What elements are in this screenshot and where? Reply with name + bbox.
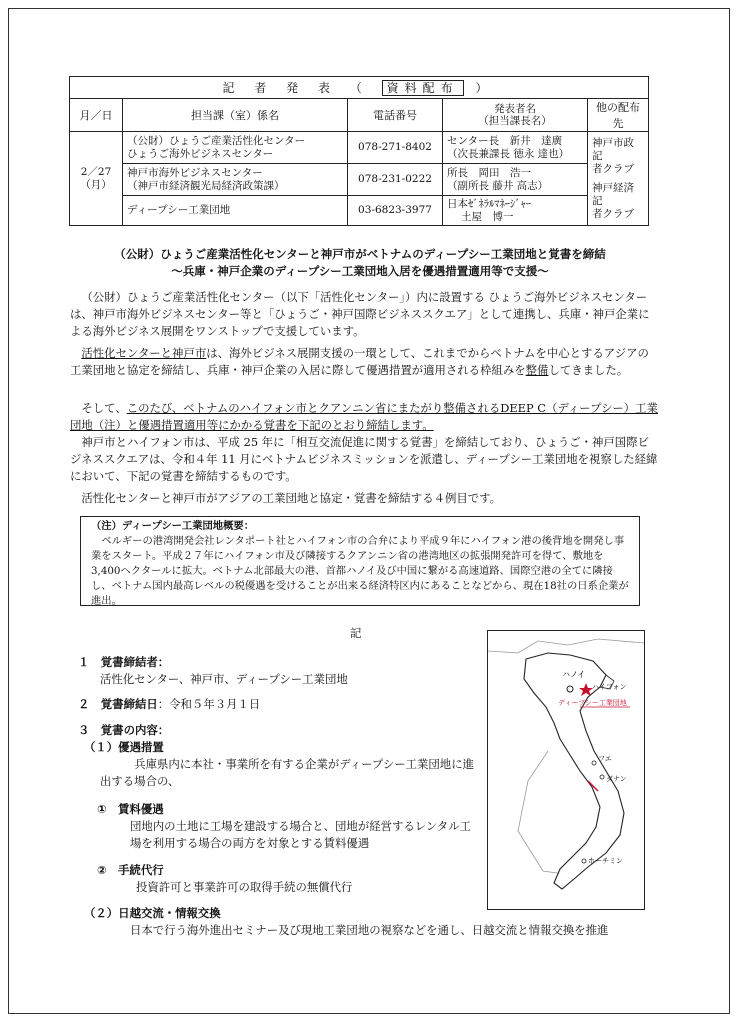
phone-cell: 03-6823-3977 <box>348 196 443 226</box>
announcer-cell: センター長 新井 達廣 （次長兼課長 徳永 達也） <box>443 132 588 164</box>
header-phone: 電話番号 <box>348 99 443 132</box>
ki-heading: 記 <box>350 626 362 640</box>
section-3-2-body: 日本で行う海外進出セミナー及び現地工業団地の視察などを通し、日越交流と情報交換を推進 <box>130 923 609 937</box>
danang-label: ダナン <box>606 775 627 783</box>
table-title: 記 者 発 表 （ 資料配布 ） <box>70 77 649 99</box>
haiphong-label: ハイフォン <box>592 683 627 691</box>
paragraph-history: 神戸市とハイフォン市は、平成 25 年に「相互交流促進に関する覚書」を締結しており、ひょうご・神戸国際ビジネススクエアは、令和４年 11 月にベトナムビジネスミッションを派遣し、ディープシー工業団地を視察した経緯において、下記の覚書を締結するものです。 <box>70 435 658 483</box>
neighbor-border <box>488 639 644 653</box>
paragraph-background: 活性化センターと神戸市は、海外ビジネス展開支援の一環として、これまでからベトナムを中心とするアジアの工業団地と協定を締結し、兵庫・神戸企業の入居に際して優遇措置が適用される枠組みを整備してきました。 <box>70 346 649 377</box>
deepc-label: ディープシー工業団地 <box>558 699 627 707</box>
section-3-title: ３ 覚書の内容： <box>78 723 170 737</box>
header-other: 他の配布先 <box>588 99 649 132</box>
section-3-1-a-body: 団地内の土地に工場を建設する場合と、団地が経営するレンタル工場を利用する場合の両方を対象とする賃料優遇 <box>130 819 471 850</box>
section-3-1-b-title: ② 手続代行 <box>97 863 164 877</box>
hcm-label: ホーチミン <box>588 857 623 865</box>
paragraph-fourth-case: 活性化センターと神戸市がアジアの工業団地と協定・覚書を締結する４例目です。 <box>81 491 502 505</box>
note-box: （注）ディープシー工業団地概要： ベルギーの港湾開発会社レンタポート社とハイフォン市の合弁により平成９年にハイフォン港の後背地を開発し事業をスタート。平成２７年にハイフォン市及び隣接するクアンニン省の港湾地区の拡張開発許可を得て、敷地を3,400ヘクタールに拡大。ベトナム北部最大の港、首都ハノイ及び中国に繋がる高速道路、国際空港の全てに隣接し、ベトナム国内最高レベルの税優遇を受けることが出来る経済特区内にあることなどから、現在18社の日系企業が進出。 <box>80 516 640 606</box>
section-1-title: １ 覚書締結者： <box>78 655 170 669</box>
date-cell: 2／27 （月） <box>70 132 123 226</box>
section-3-1-a-title: ① 賃料優遇 <box>97 802 164 816</box>
section-3-1-b-body: 投資許可と事業許可の取得手続の無償代行 <box>136 880 353 894</box>
table-row: ディープシー工業団地 <box>123 196 348 226</box>
section-3-2-title: （２）日越交流・情報交換 <box>84 906 221 920</box>
vietnam-map-graphic <box>488 631 644 909</box>
page-title: （公財）ひょうご産業活性化センターと神戸市がベトナムのディープシー工業団地と覚書を締結 ～兵庫・神戸企業のディープシー工業団地入居を優遇措置適用等で支援～ <box>114 247 606 278</box>
announcer-cell: 所長 岡田 浩一 （副所長 藤井 高志） <box>443 164 588 196</box>
paragraph-intro: （公財）ひょうご産業活性化センター（以下「活性化センター」）内に設置する ひょうご海外ビジネスセンターは、神戸市海外ビジネスセンター等と「ひょうご・神戸国際ビジネススクエア」として連携し、兵庫・神戸企業による海外ビジネス展開をワンストップで支援しています。 <box>70 290 650 338</box>
header-date: 月／日 <box>70 99 123 132</box>
section-1-body: 活性化センター、神戸市、ディープシー工業団地 <box>100 672 348 686</box>
distribution-tag: 資料配布 <box>382 80 464 96</box>
table-row: 神戸市海外ビジネスセンター （神戸市経済観光局経済政策課） <box>123 164 348 196</box>
section-2: ２ 覚書締結日：令和５年３月１日 <box>78 697 261 711</box>
section-3-1-title: （１）優遇措置 <box>84 740 164 754</box>
neighbor-border <box>518 751 578 876</box>
vietnam-map <box>487 630 645 910</box>
announcer-cell: 日本ｾﾞﾈﾗﾙﾏﾈｰｼﾞｬｰ 土屋 博一 <box>443 196 588 226</box>
header-dept: 担当課（室）係名 <box>123 99 348 132</box>
section-3-1-body: 兵庫県内に本社・事業所を有する企業がディープシー工業団地に進出する場合の、 <box>100 757 474 788</box>
other-distribution-cell: 神戸市政記 者クラブ 神戸経済記 者クラブ <box>588 132 649 226</box>
phone-cell: 078-271-8402 <box>348 132 443 164</box>
phone-cell: 078-231-0222 <box>348 164 443 196</box>
table-row: （公財）ひょうご産業活性化センター ひょうご海外ビジネスセンター <box>123 132 348 164</box>
header-announcer: 発表者名 （担当課長名） <box>443 99 588 132</box>
hanoi-label: ハノイ <box>562 670 586 679</box>
hue-label: フエ <box>598 755 612 763</box>
paragraph-announcement: そして、このたび、ベトナムのハイフォン市とクアンニン省にまたがり整備されるDEEP C（ディープシー）工業団地（注）と優遇措置適用等にかかる覚書を下記のとおり締結します。 <box>70 401 658 432</box>
press-release-table <box>69 76 649 226</box>
